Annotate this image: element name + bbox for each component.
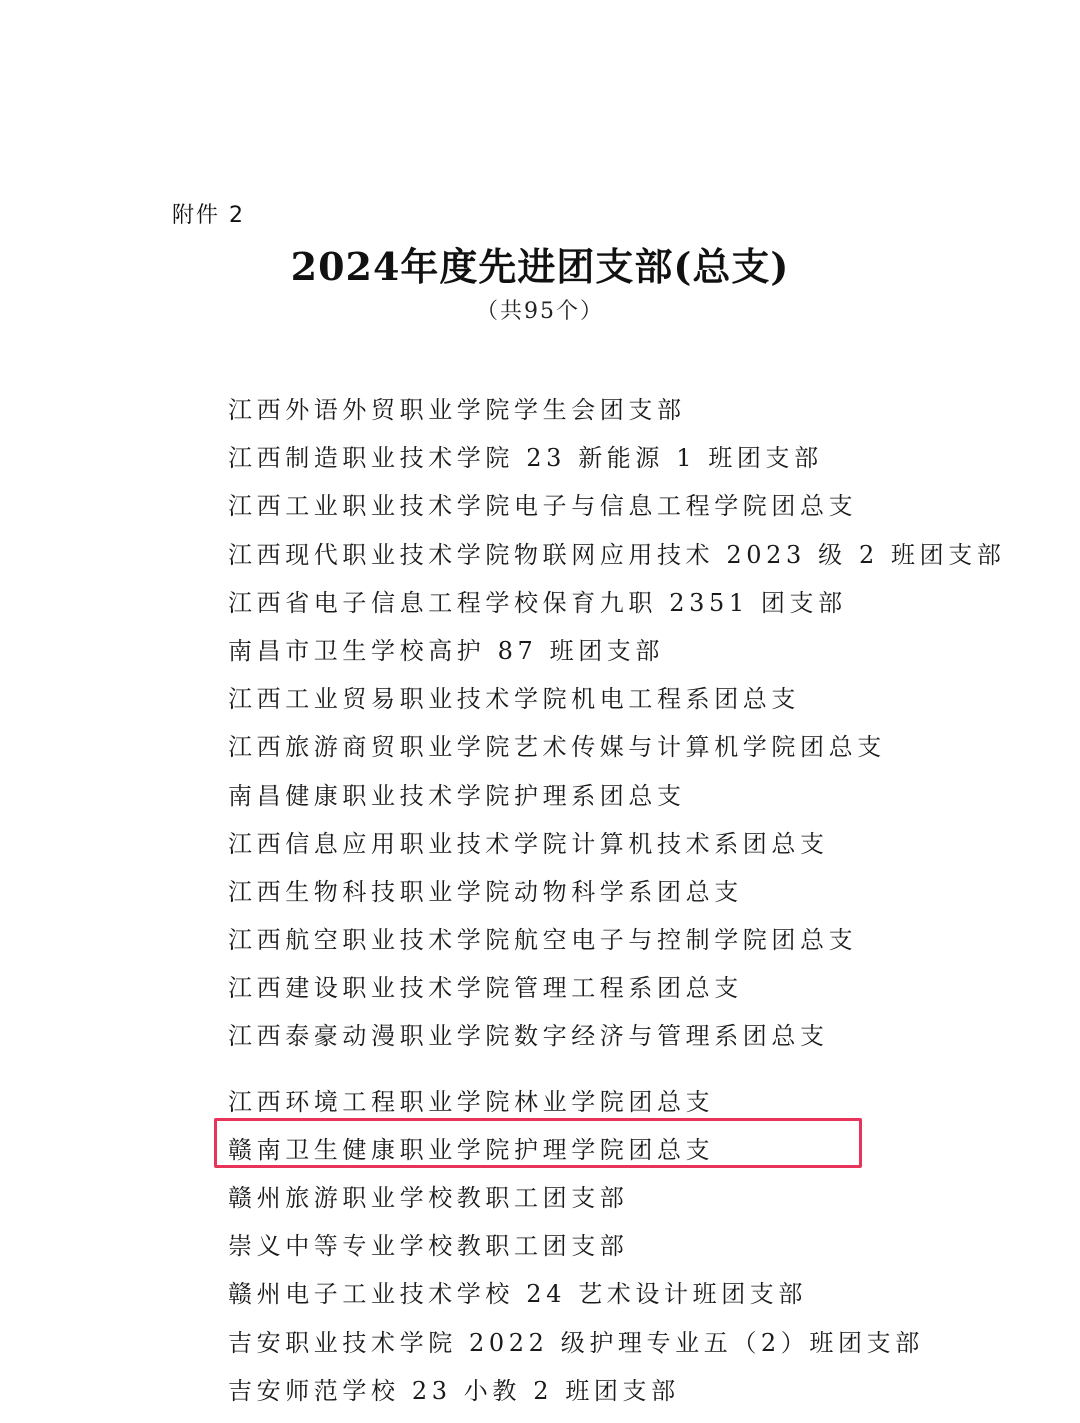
- list-item: 江西旅游商贸职业学院艺术传媒与计算机学院团总支: [228, 733, 886, 762]
- highlight-box: [214, 1118, 862, 1168]
- list-item: 江西工业职业技术学院电子与信息工程学院团总支: [228, 492, 858, 521]
- attachment-label: 附件 2: [172, 203, 245, 228]
- list-item: 赣州电子工业技术学校 24 艺术设计班团支部: [228, 1280, 807, 1309]
- list-item: 江西生物科技职业学院动物科学系团总支: [228, 877, 743, 906]
- document-subtitle: （共95个）: [476, 299, 604, 324]
- list-item: 江西现代职业技术学院物联网应用技术 2023 级 2 班团支部: [228, 540, 1006, 569]
- list-item: 吉安师范学校 23 小教 2 班团支部: [228, 1376, 680, 1405]
- list-item-highlighted: 赣南卫生健康职业学院护理学院团总支: [228, 1135, 715, 1164]
- list-item: 江西制造职业技术学院 23 新能源 1 班团支部: [228, 444, 823, 473]
- list-item: 赣州旅游职业学校教职工团支部: [228, 1184, 629, 1212]
- list-item: 江西信息应用职业技术学院计算机技术系团总支: [228, 829, 829, 858]
- list-item: 江西建设职业技术学院管理工程系团总支: [228, 974, 743, 1003]
- list-item: 江西航空职业技术学院航空电子与控制学院团总支: [228, 926, 858, 955]
- list-item: 南昌健康职业技术学院护理系团总支: [228, 781, 686, 810]
- list-item: 南昌市卫生学校高护 87 班团支部: [228, 636, 664, 665]
- list-item: 江西环境工程职业学院林业学院团总支: [228, 1087, 715, 1116]
- branch-list: [228, 386, 1008, 1415]
- list-item: 江西工业贸易职业技术学院机电工程系团总支: [228, 685, 800, 714]
- list-item: 江西泰豪动漫职业学院数字经济与管理系团总支: [228, 1022, 829, 1051]
- list-item: 江西外语外贸职业学院学生会团支部: [228, 396, 686, 424]
- list-item: 江西省电子信息工程学校保育九职 2351 团支部: [228, 588, 847, 617]
- list-item: 崇义中等专业学校教职工团支部: [228, 1232, 629, 1261]
- document-title: 2024年度先进团支部(总支): [290, 244, 790, 289]
- list-item: 吉安职业技术学院 2022 级护理专业五（2）班团支部: [228, 1328, 924, 1357]
